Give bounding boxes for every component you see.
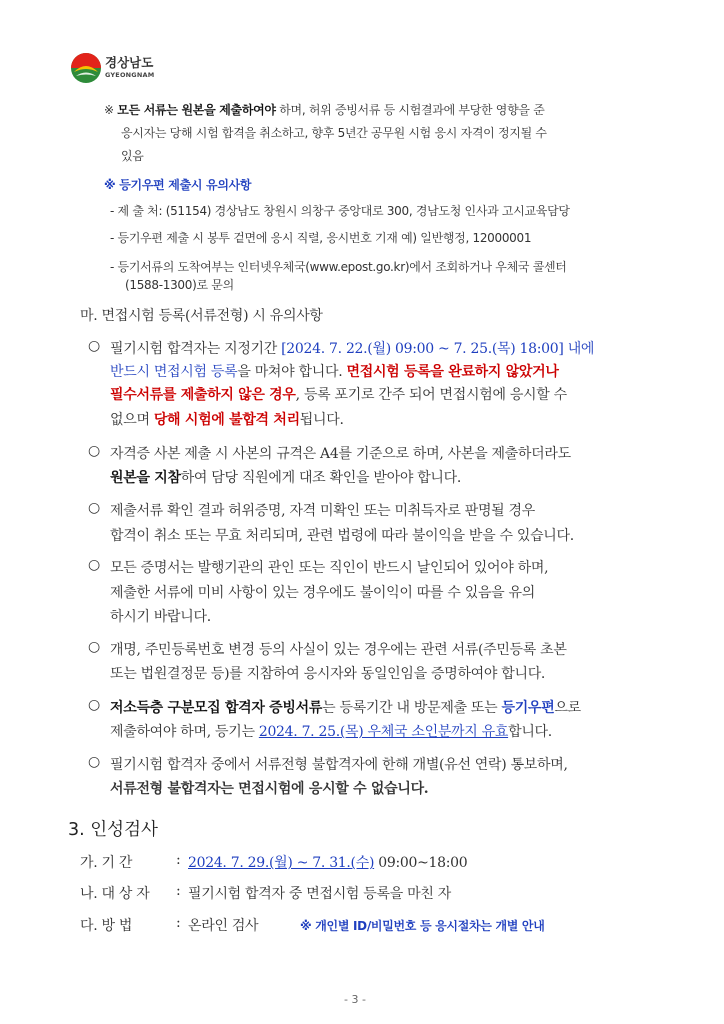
mail-address <box>110 202 570 219</box>
bullet-icon: ○ <box>88 697 100 713</box>
b7-line-1: 필기시험 합격자 중에서 서류전형 불합격자에 한해 개별(유선 연락) 통보하며, <box>110 757 568 773</box>
notice-rest: 하며, 허위 증빙서류 등 시험결과에 부당한 영향을 준 <box>275 103 545 117</box>
b4-line-1: 모든 증명서는 발행기관의 관인 또는 직인이 반드시 날인되어 있어야 하며, <box>110 560 549 576</box>
b6-line-1: 저소득층 구분모집 합격자 증빙서류는 등록기간 내 방문제출 또는 등기우편으로 <box>110 700 581 716</box>
b7-line-2: 서류전형 불합격자는 면접시험에 응시할 수 없습니다. <box>110 781 429 797</box>
b6-line-2: 제출하여야 하며, 등기는 2024. 7. 25.(목) 우체국 소인분까지 유효합니다. <box>110 724 552 740</box>
mail-header: ※ 등기우편 제출시 유의사항 <box>104 178 252 192</box>
b5-line-1: 개명, 주민등록번호 변경 등의 사실이 있는 경우에는 관련 서류(주민등록 초본 <box>110 642 567 658</box>
b1-line-3: 필수서류를 제출하지 않은 경우, 등록 포기로 간주 되어 면접시험에 응시할 수 <box>110 387 567 403</box>
b1-line-2: 반드시 면접시험 등록을 마쳐야 합니다. 면접시험 등록을 완료하지 않았거나 <box>110 364 559 380</box>
mail-tracking-1: - 등기서류의 도착여부는 인터넷우체국(www.epost.go.kr)에서 조회하거나 우체국 콜센터 <box>110 260 567 274</box>
period-colon: : <box>176 852 181 868</box>
target-label: 나. 대 상 자 <box>80 886 150 902</box>
section-ma-title: 마. 면접시험 등록(서류전형) 시 유의사항 <box>80 308 323 324</box>
b4-line-3: 하시기 바랍니다. <box>110 609 211 625</box>
bullet-icon: ○ <box>88 639 100 655</box>
b3-line-2: 합격이 취소 또는 무효 처리되며, 관련 법령에 따라 불이익을 받을 수 있습니다. <box>110 528 574 544</box>
mail-envelope: - 등기우편 제출 시 봉투 겉면에 응시 직렬, 응시번호 기재 예) 일반행정, 12000001 <box>110 231 532 245</box>
mail-tracking-2: (1588-1300)로 문의 <box>125 278 234 292</box>
b2-line-2: 원본을 지참하여 담당 직원에게 대조 확인을 받아야 합니다. <box>110 470 462 486</box>
method-value: 온라인 검사 <box>188 918 259 934</box>
target-colon: : <box>176 883 181 899</box>
b4-line-2: 제출한 서류에 미비 사항이 있는 경우에도 불이익이 따를 수 있음을 유의 <box>110 585 535 601</box>
notice-line-3: 있음 <box>121 149 144 163</box>
b1-line-1: 필기시험 합격자는 지정기간 [2024. 7. 22.(월) 09:00 ~ 7. 25.(목) 18:00] 내에 <box>110 341 595 357</box>
notice-line-1 <box>104 101 544 118</box>
b2-line-1: 자격증 사본 제출 시 사본의 규격은 A4를 기준으로 하며, 사본을 제출하더라도 <box>110 446 571 462</box>
gyeongnam-logo-icon <box>70 52 102 84</box>
bullet-icon: ○ <box>88 443 100 459</box>
method-note: ※ 개인별 ID/비밀번호 등 응시절차는 개별 안내 <box>300 919 545 933</box>
bullet-icon: ○ <box>88 338 100 354</box>
mail-address-label: - 제 출 처: <box>110 204 166 218</box>
method-label: 다. 방 법 <box>80 918 133 934</box>
notice-line-2: 응시자는 당해 시험 합격을 취소하고, 향후 5년간 공무원 시험 응시 자격이 정지될 수 <box>121 126 547 140</box>
notice-bold: 모든 서류는 원본을 제출하여야 <box>117 103 276 117</box>
logo-name: 경상남도 <box>105 55 154 70</box>
period-label: 가. 기 간 <box>80 855 133 871</box>
bullet-icon: ○ <box>88 754 100 770</box>
b1-line-4: 없으며 당해 시험에 불합격 처리됩니다. <box>110 412 344 428</box>
mail-address-value: (51154) 경상남도 창원시 의창구 중앙대로 300, 경남도청 인사과 고시교육담당 <box>165 204 570 218</box>
reference-mark: ※ <box>104 103 114 117</box>
period-value: 2024. 7. 29.(월) ~ 7. 31.(수) 09:00~18:00 <box>188 855 468 871</box>
logo-english: GYEONGNAM <box>105 71 155 79</box>
target-value: 필기시험 합격자 중 면접시험 등록을 마친 자 <box>188 886 451 902</box>
b3-line-1: 제출서류 확인 결과 허위증명, 자격 미확인 또는 미취득자로 판명될 경우 <box>110 503 535 519</box>
bullet-icon: ○ <box>88 500 100 516</box>
page-number: - 3 - <box>344 993 366 1006</box>
bullet-icon: ○ <box>88 557 100 573</box>
section-3-title: 3. 인성검사 <box>68 820 158 840</box>
method-colon: : <box>176 915 181 931</box>
b5-line-2: 또는 법원결정문 등)를 지참하여 응시자와 동일인임을 증명하여야 합니다. <box>110 666 546 682</box>
